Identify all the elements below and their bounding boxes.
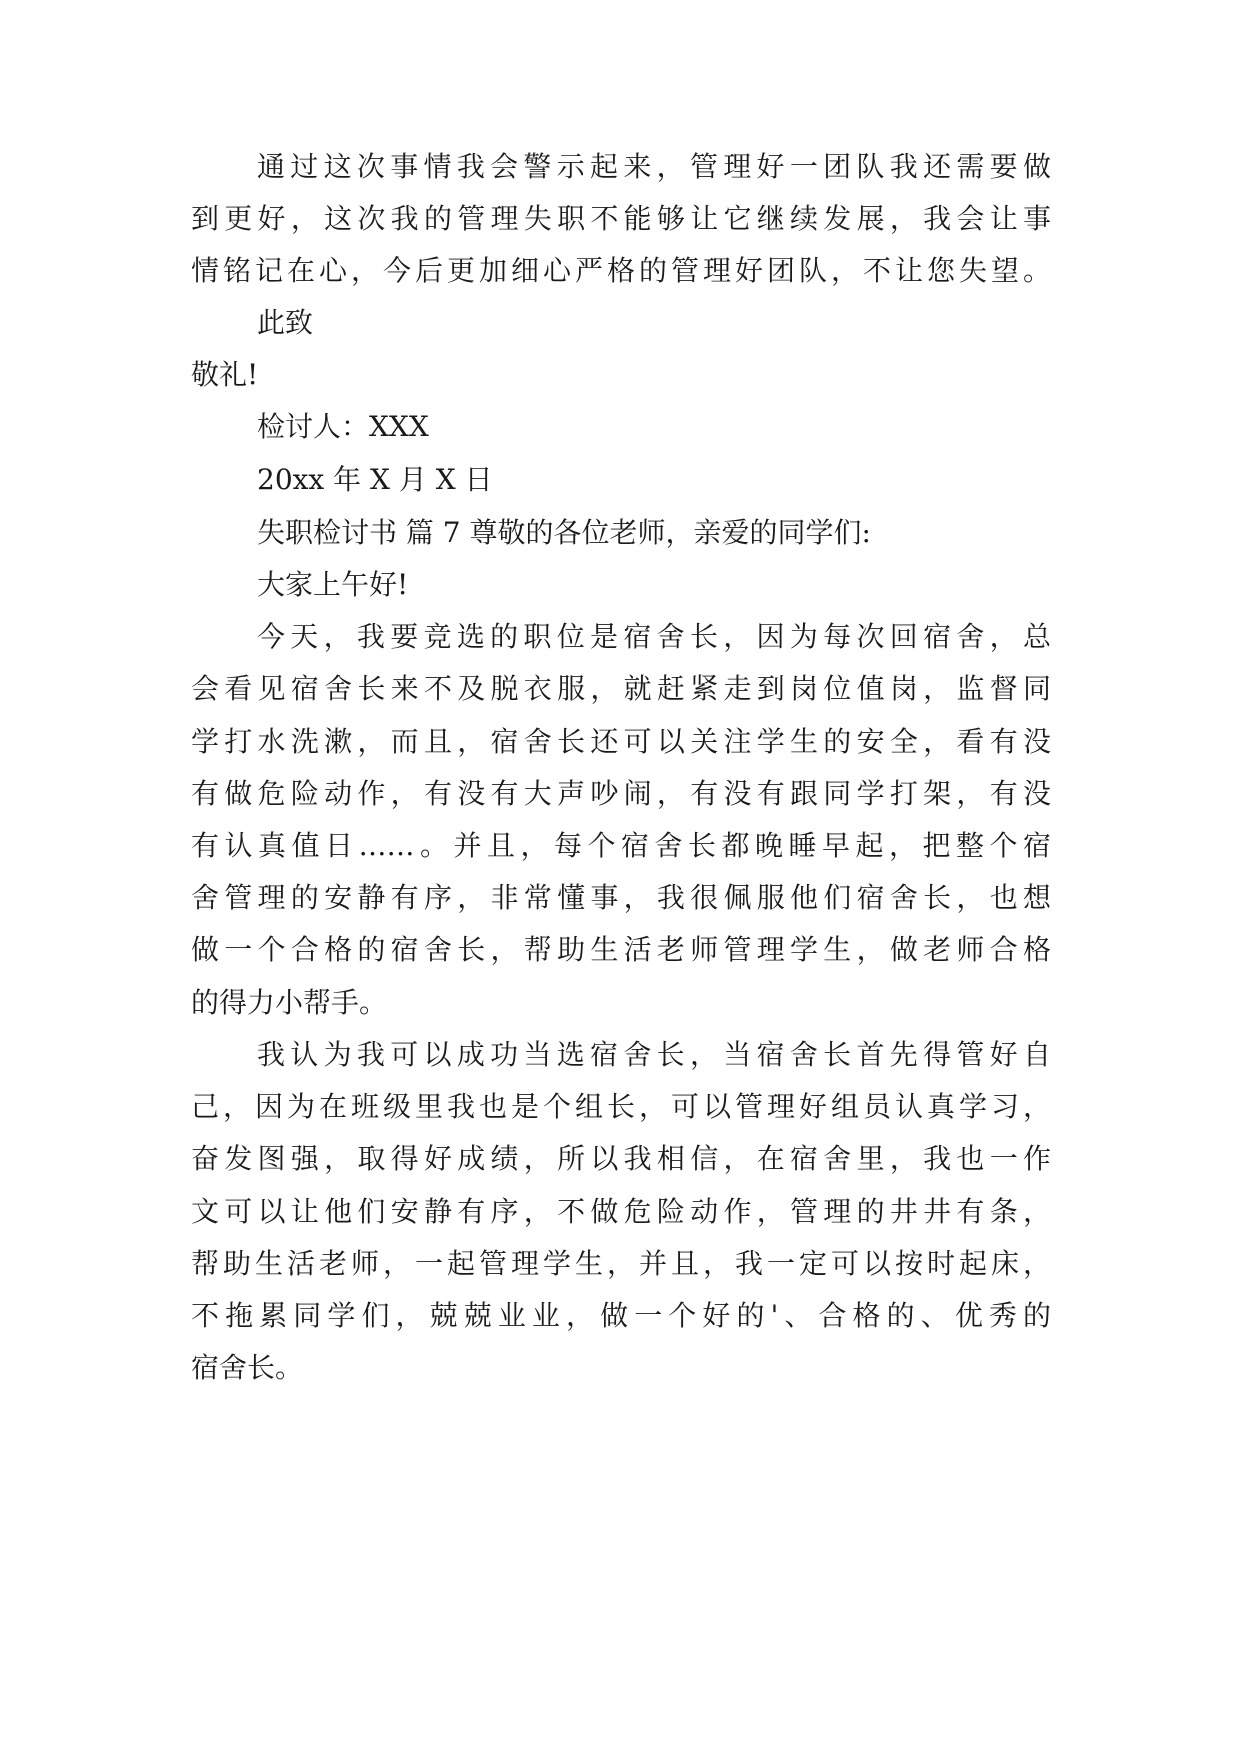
date-line: 20xx 年 X 月 X 日	[257, 463, 493, 496]
paragraph-line: 帮助生活老师，一起管理学生，并且，我一定可以按时起床，	[191, 1247, 1051, 1280]
paragraph-line: 文可以让他们安静有序，不做危险动作，管理的井井有条，	[191, 1195, 1051, 1228]
paragraph-line: 学打水洗漱，而且，宿舍长还可以关注学生的安全，看有没	[191, 725, 1051, 758]
paragraph-line: 到更好，这次我的管理失职不能够让它继续发展，我会让事	[191, 202, 1051, 235]
paragraph-line: 舍管理的安静有序，非常懂事，我很佩服他们宿舍长，也想	[191, 881, 1051, 914]
paragraph-line: 己，因为在班级里我也是个组长，可以管理好组员认真学习，	[191, 1090, 1051, 1123]
paragraph-line: 奋发图强，取得好成绩，所以我相信，在宿舍里，我也一作	[191, 1142, 1051, 1175]
greeting-line: 大家上午好!	[257, 568, 409, 601]
paragraph-line: 有做危险动作，有没有大声吵闹，有没有跟同学打架，有没	[191, 777, 1051, 810]
paragraph-line: 不拖累同学们，兢兢业业，做一个好的'、合格的、优秀的	[191, 1299, 1051, 1332]
salutation-line: 敬礼!	[191, 358, 259, 391]
paragraph-line: 宿舍长。	[191, 1351, 304, 1384]
paragraph-line: 的得力小帮手。	[191, 986, 388, 1019]
paragraph-line: 情铭记在心，今后更加细心严格的管理好团队，不让您失望。	[191, 254, 1051, 287]
paragraph-line: 做一个合格的宿舍长，帮助生活老师管理学生，做老师合格	[191, 933, 1051, 966]
closing-line: 此致	[257, 306, 314, 339]
signature-line: 检讨人：XXX	[257, 410, 429, 443]
paragraph-line: 今天，我要竞选的职位是宿舍长，因为每次回宿舍，总	[257, 620, 1051, 653]
paragraph-line: 我认为我可以成功当选宿舍长，当宿舍长首先得管好自	[257, 1038, 1051, 1071]
paragraph-line: 会看见宿舍长来不及脱衣服，就赶紧走到岗位值岗，监督同	[191, 672, 1051, 705]
paragraph-line: 通过这次事情我会警示起来，管理好一团队我还需要做	[257, 150, 1051, 183]
section-heading-line: 失职检讨书 篇 7 尊敬的各位老师，亲爱的同学们:	[257, 516, 871, 549]
paragraph-line: 有认真值日……。并且，每个宿舍长都晚睡早起，把整个宿	[191, 829, 1051, 862]
